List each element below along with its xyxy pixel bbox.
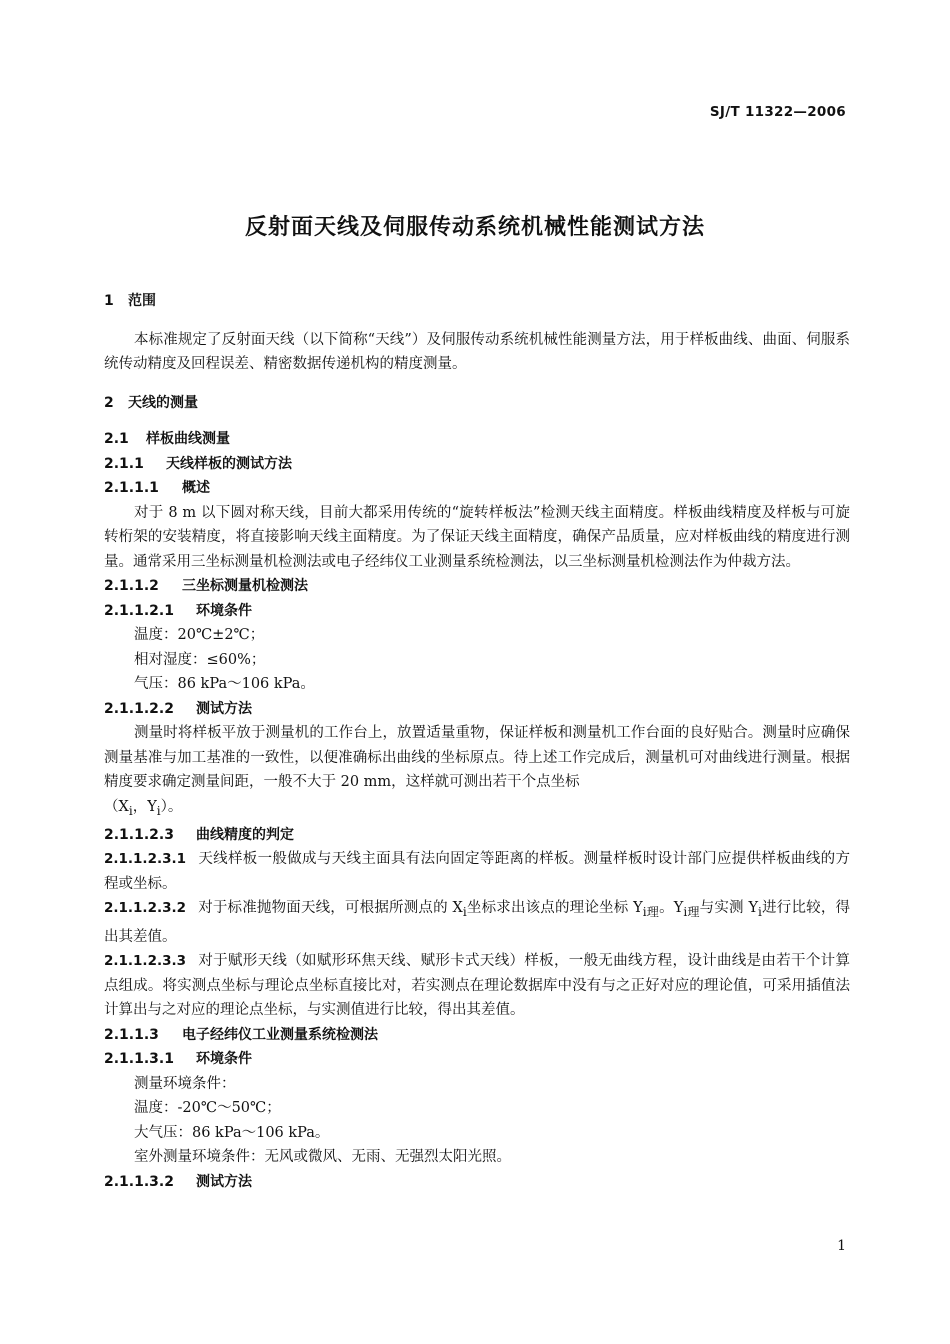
- section-2-1-1-2-heading: [104, 574, 850, 599]
- section-title: 概述: [182, 480, 210, 496]
- section-title: 曲线精度的判定: [196, 826, 294, 843]
- overview-paragraph: 对于 8 m 以下圆对称天线，目前大都采用传统的“旋转样板法”检测天线主面精度。样板曲线精度及样板与可旋转桁架的安装精度，将直接影响天线主面精度。为了保证天线主面精度，确保产品质量，应对样板曲线的精度进行测量。通常采用三坐标测量机检测法或电子经纬仪工业测量系统检测法，以三坐标测量机检测法作为仲裁方法。: [104, 504, 850, 570]
- section-title: 样板曲线测量: [146, 431, 230, 447]
- page-number: 1: [837, 1238, 846, 1254]
- section-number: 2.1.1: [104, 455, 144, 472]
- env-humidity: 相对湿度：≤60%；: [134, 651, 266, 668]
- env-outdoor: 室外测量环境条件：无风或微风、无雨、无强烈太阳光照。: [134, 1149, 511, 1166]
- section-1-heading: [104, 289, 850, 314]
- section-number: 2.1.1.2.3: [104, 826, 174, 843]
- clause-number: 2.1.1.2.3.1: [104, 851, 187, 868]
- section-title: 测试方法: [196, 700, 252, 717]
- section-number: 2.1.1.2: [104, 578, 159, 594]
- section-title: 天线样板的测试方法: [166, 455, 292, 472]
- section-2-1-1-2-1-heading: [104, 599, 850, 624]
- section-number: 2: [104, 394, 114, 411]
- section-number: 2.1.1.2.2: [104, 700, 174, 717]
- section-2-1-1-2-3-heading: [104, 823, 850, 848]
- section-number: 2.1.1.3: [104, 1026, 159, 1043]
- section-title: 三坐标测量机检测法: [182, 578, 308, 594]
- clause-text: 对于赋形天线（如赋形环焦天线、赋形卡式天线）样板，一般无曲线方程，设计曲线是由若干个计算点组成。将实测点坐标与理论点坐标直接比对，若实测点在理论数据库中没有与之正好对应的理论值，可采用插值法计算出与之对应的理论点坐标，与实测值进行比较，得出其差值。: [104, 953, 850, 1019]
- test-method-paragraph: 测量时将样板平放于测量机的工作台上，放置适量重物，保证样板和测量机工作台面的良好贴合。测量时应确保测量基准与加工基准的一致性，以便准确标出曲线的坐标原点。待上述工作完成后，测量机可对曲线进行测量。根据精度要求确定测量间距，一般不大于 20 mm，这样就可测出若干个点坐标: [104, 725, 850, 790]
- scope-paragraph: 本标准规定了反射面天线（以下简称“天线”）及伺服传动系统机械性能测量方法，用于样板曲线、曲面、伺服系统传动精度及回程误差、精密数据传递机构的精度测量。: [104, 331, 850, 372]
- section-number: 2.1.1.1: [104, 480, 159, 496]
- section-2-heading: [104, 391, 850, 416]
- env-label: 测量环境条件：: [134, 1075, 236, 1092]
- clause-text: 天线样板一般做成与天线主面具有法向固定等距离的样板。测量样板时设计部门应提供样板曲线的方程或坐标。: [104, 851, 850, 892]
- section-2-1-1-heading: [104, 452, 850, 477]
- section-2-1-1-3-2-heading: [104, 1170, 850, 1195]
- section-2-1-heading: [104, 427, 850, 452]
- section-2-1-1-1-heading: [104, 476, 850, 501]
- env-pressure-2: 大气压：86 kPa～106 kPa。: [134, 1124, 330, 1141]
- document-body: [104, 289, 850, 1194]
- section-title: 环境条件: [196, 1051, 252, 1068]
- section-title: 电子经纬仪工业测量系统检测法: [182, 1026, 378, 1043]
- section-2-1-1-2-2-heading: [104, 697, 850, 722]
- section-title: 测试方法: [196, 1173, 252, 1190]
- section-number: 1: [104, 293, 114, 309]
- env-temperature-2: 温度：-20℃～50℃；: [134, 1100, 281, 1117]
- section-2-1-1-3-1-heading: [104, 1047, 850, 1072]
- clause-number: 2.1.1.2.3.2: [104, 900, 187, 917]
- section-number: 2.1.1.2.1: [104, 602, 174, 619]
- section-2-1-1-3-heading: [104, 1023, 850, 1048]
- clause-2-1-1-2-3-1: [104, 847, 850, 896]
- document-title: 反射面天线及伺服传动系统机械性能测试方法: [244, 215, 705, 240]
- section-title: 环境条件: [196, 602, 252, 619]
- section-number: 2.1: [104, 431, 129, 447]
- env-pressure: 气压：86 kPa～106 kPa。: [134, 676, 315, 692]
- coordinate-notation: （$X_i$，$Y_i$）。: [104, 798, 183, 818]
- clause-2-1-1-2-3-2: 2.1.1.2.3.2 对于标准抛物面天线，可根据所测点的 $X_i$坐标求出该点的理论坐标 $Y_{i理}$。$Y_{i理}$与实测 $Y_i$进行比较，得出其差值。: [104, 900, 850, 945]
- clause-2-1-1-2-3-3: [104, 949, 850, 1023]
- clause-number: 2.1.1.2.3.3: [104, 953, 187, 970]
- section-number: 2.1.1.3.1: [104, 1051, 174, 1068]
- section-title: 天线的测量: [128, 394, 198, 411]
- standard-code: SJ/T 11322—2006: [709, 104, 846, 120]
- section-number: 2.1.1.3.2: [104, 1173, 174, 1190]
- env-temperature: 温度：20℃±2℃；: [134, 627, 265, 643]
- section-title: 范围: [128, 293, 156, 309]
